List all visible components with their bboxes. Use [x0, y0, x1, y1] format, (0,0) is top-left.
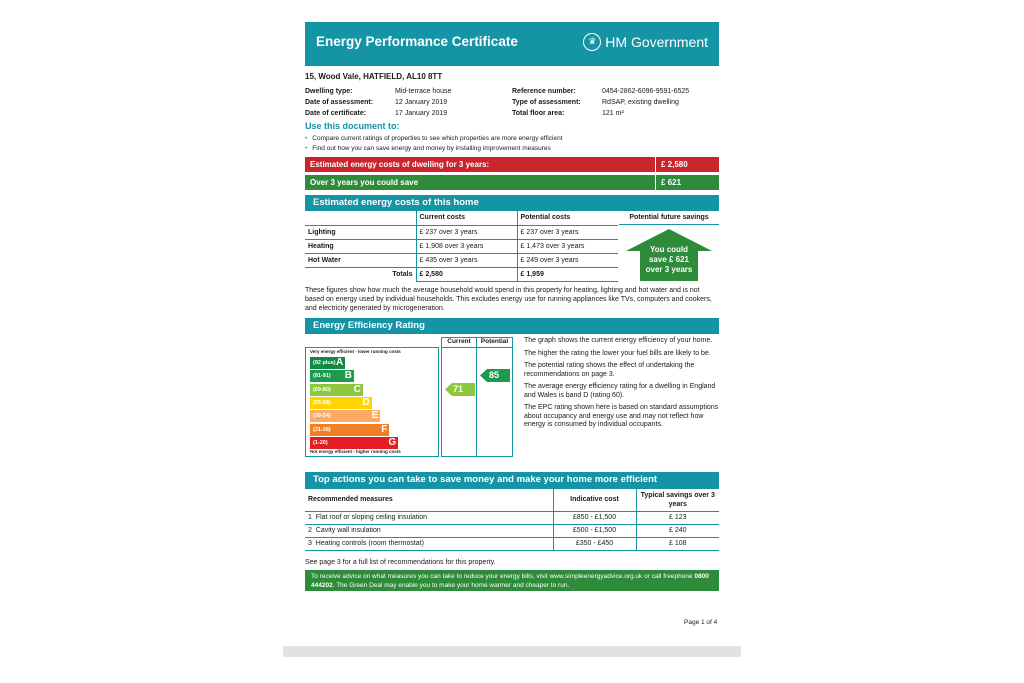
band-range: (1-20) [313, 439, 328, 446]
measure-name: Cavity wall insulation [315, 527, 381, 534]
chart-columns-header [439, 337, 517, 347]
section-estimated-costs: Estimated energy costs of this home [305, 195, 719, 211]
section-top-actions: Top actions you can take to save money and make your home more efficient [305, 472, 719, 489]
estimated-costs-label: Estimated energy costs of dwelling for 3 years: [310, 160, 490, 169]
col-recommended-measures: Recommended measures [305, 489, 553, 511]
dwelling-details-right [512, 86, 689, 119]
table-header-row [305, 211, 618, 225]
rating-paragraph: The average energy efficiency rating for a dwelling in England and Wales is band D (rating 60). [524, 383, 716, 399]
table-row [305, 239, 618, 253]
dwelling-details-left [305, 86, 451, 119]
certificate-page [283, 0, 741, 683]
advice-banner [305, 570, 719, 591]
detail-row [305, 108, 451, 119]
measure-cost: £500 - £1,500 [553, 524, 636, 537]
potential-rating-arrow [480, 369, 510, 382]
advice-text-end: . The Green Deal may enable you to make your home warmer and cheaper to run. [332, 582, 570, 589]
current-cost: £ 237 over 3 years [416, 225, 517, 239]
col-current: Current [441, 337, 477, 347]
detail-value: RdSAP, existing dwelling [602, 99, 679, 106]
potential-savings-box [619, 211, 719, 281]
detail-value: Mid-terrace house [395, 88, 452, 95]
measure-cost: £350 - £450 [553, 537, 636, 550]
potential-rating-value: 85 [489, 370, 500, 381]
bottom-note: Not energy efficient - higher running costs [310, 449, 401, 454]
actions-table [305, 489, 719, 551]
measure-number: 3 [308, 540, 312, 547]
table-header-row [305, 489, 719, 511]
detail-value: 17 January 2019 [395, 110, 448, 117]
table-row [305, 253, 618, 267]
measure-saving: £ 108 [636, 537, 719, 550]
measure-name: Heating controls (room thermostat) [315, 540, 424, 547]
measure-cell [305, 511, 553, 524]
rating-paragraph: The graph shows the current energy efficiency of your home. [524, 337, 713, 344]
measure-cell [305, 524, 553, 537]
detail-label: Total floor area: [512, 110, 565, 117]
rating-paragraph: The EPC rating shown here is based on standard assumptions about occupancy and energy use and may not reflect how energy is consumed by individual occupants. [524, 404, 719, 428]
potential-rating-column [477, 347, 513, 457]
col-typical-savings: Typical savings over 3 years [636, 489, 719, 511]
costs-table [305, 211, 618, 282]
total-current: £ 2,580 [416, 267, 517, 281]
detail-value: 12 January 2019 [395, 99, 448, 106]
band-range: (69-80) [313, 386, 331, 393]
list-item: • Compare current ratings of properties to see which properties are more energy efficient [305, 134, 563, 144]
band-range: (81-91) [313, 373, 331, 380]
rating-band-g [310, 437, 398, 449]
savings-bar [305, 175, 719, 190]
measure-number: 2 [308, 527, 312, 534]
band-range: (55-68) [313, 399, 331, 406]
use-document-title: Use this document to: [305, 121, 400, 131]
advice-text: To receive advice on what measures you can take to reduce your energy bills, visit www.simpleenergyadvice.org.uk or call freephone [311, 573, 695, 580]
detail-row [512, 86, 689, 97]
band-letter: G [388, 436, 397, 448]
measure-number: 1 [308, 514, 312, 521]
efficiency-chart [305, 337, 517, 457]
col-potential: Potential [477, 337, 513, 347]
detail-row [512, 108, 689, 119]
row-label: Lighting [305, 225, 416, 239]
current-cost: £ 1,908 over 3 years [416, 239, 517, 253]
freephone-number: 0800 444202 [311, 573, 709, 589]
hm-government-logo [583, 33, 708, 51]
detail-value: 121 m² [602, 110, 624, 117]
certificate-title: Energy Performance Certificate [316, 34, 518, 49]
page-number: Page 1 of 4 [684, 619, 718, 626]
measure-saving: £ 240 [636, 524, 719, 537]
table-row [305, 225, 618, 239]
savings-label: Over 3 years you could save [310, 178, 419, 187]
estimated-costs-bar [305, 157, 719, 172]
current-cost: £ 435 over 3 years [416, 253, 517, 267]
savings-line: over 3 years [645, 265, 693, 274]
rating-band-e [310, 410, 380, 422]
savings-arrow-text [626, 245, 712, 275]
detail-value: 0454-2862-6096-9591-6525 [602, 88, 690, 95]
rating-paragraph: The higher the rating the lower your fuel bills are likely to be. [524, 349, 711, 357]
band-letter: C [353, 383, 361, 395]
col-potential-costs: Potential costs [517, 211, 618, 225]
rating-band-c [310, 384, 363, 396]
potential-cost: £ 237 over 3 years [517, 225, 618, 239]
totals-label: Totals [392, 270, 413, 278]
section-efficiency-rating: Energy Efficiency Rating [305, 318, 719, 334]
savings-arrow [626, 229, 712, 281]
detail-label: Type of assessment: [512, 99, 581, 106]
band-range: (21-38) [313, 426, 331, 433]
costs-note: These figures show how much the average household would spend in this property for heating, lighting and hot water and is not based on energy used by individual households. This excludes energy use for running appliances like TVs, computers and cookers, and electricity generated by microgeneration. [305, 287, 712, 312]
table-row [305, 524, 719, 537]
col-indicative-cost: Indicative cost [553, 489, 636, 511]
detail-label: Date of certificate: [305, 110, 367, 117]
band-range: (39-54) [313, 413, 331, 420]
table-row [305, 511, 719, 524]
bands-panel [305, 347, 439, 457]
measure-saving: £ 123 [636, 511, 719, 524]
use-document-list [305, 134, 563, 153]
detail-row [305, 86, 451, 97]
list-item: • Find out how you can save energy and money by installing improvement measures [305, 144, 563, 154]
potential-cost: £ 1,473 over 3 years [517, 239, 618, 253]
recommendations-footnote: See page 3 for a full list of recommendations for this property. [305, 559, 496, 566]
estimated-costs-value: £ 2,580 [655, 157, 688, 172]
rating-paragraph: The potential rating shows the effect of undertaking the recommendations on page 3. [524, 362, 695, 378]
hm-government-label: HM Government [605, 34, 708, 50]
table-header-empty [305, 211, 416, 225]
rating-explanation [524, 337, 722, 434]
total-potential: £ 1,959 [517, 267, 618, 281]
page-bottom-bar [283, 646, 741, 657]
band-letter: F [381, 423, 388, 435]
table-row [305, 537, 719, 550]
band-letter: E [371, 410, 379, 422]
measure-cell [305, 537, 553, 550]
property-address: 15, Wood Vale, HATFIELD, AL10 8TT [305, 72, 443, 81]
rating-band-b [310, 370, 354, 382]
col-current-costs: Current costs [416, 211, 517, 225]
current-rating-arrow [445, 383, 475, 396]
totals-row [305, 267, 618, 281]
detail-label: Reference number: [512, 88, 576, 95]
potential-cost: £ 249 over 3 years [517, 253, 618, 267]
row-label: Hot Water [305, 253, 416, 267]
current-rating-value: 71 [453, 383, 464, 394]
savings-line: save £ 621 [648, 255, 690, 264]
rating-band-d [310, 397, 372, 409]
rating-band-a [310, 357, 345, 369]
royal-crest-icon: ♛ [583, 33, 601, 51]
current-rating-column [441, 347, 477, 457]
row-label: Heating [305, 239, 416, 253]
top-note: Very energy efficient - lower running costs [310, 349, 401, 354]
band-letter: D [362, 396, 370, 408]
band-letter: B [344, 370, 353, 382]
measure-name: Flat roof or sloping ceiling insulation [315, 514, 428, 521]
header-banner [305, 22, 719, 66]
detail-row [512, 97, 689, 108]
detail-label: Date of assessment: [305, 99, 374, 106]
band-letter: A [335, 357, 344, 368]
col-potential-savings: Potential future savings [619, 211, 719, 225]
savings-value: £ 621 [655, 175, 681, 190]
savings-line: You could [649, 245, 689, 254]
detail-row [305, 97, 451, 108]
rating-band-f [310, 424, 389, 436]
measure-cost: £850 - £1,500 [553, 511, 636, 524]
band-range: (92 plus) [313, 360, 336, 366]
detail-label: Dwelling type: [305, 88, 353, 95]
